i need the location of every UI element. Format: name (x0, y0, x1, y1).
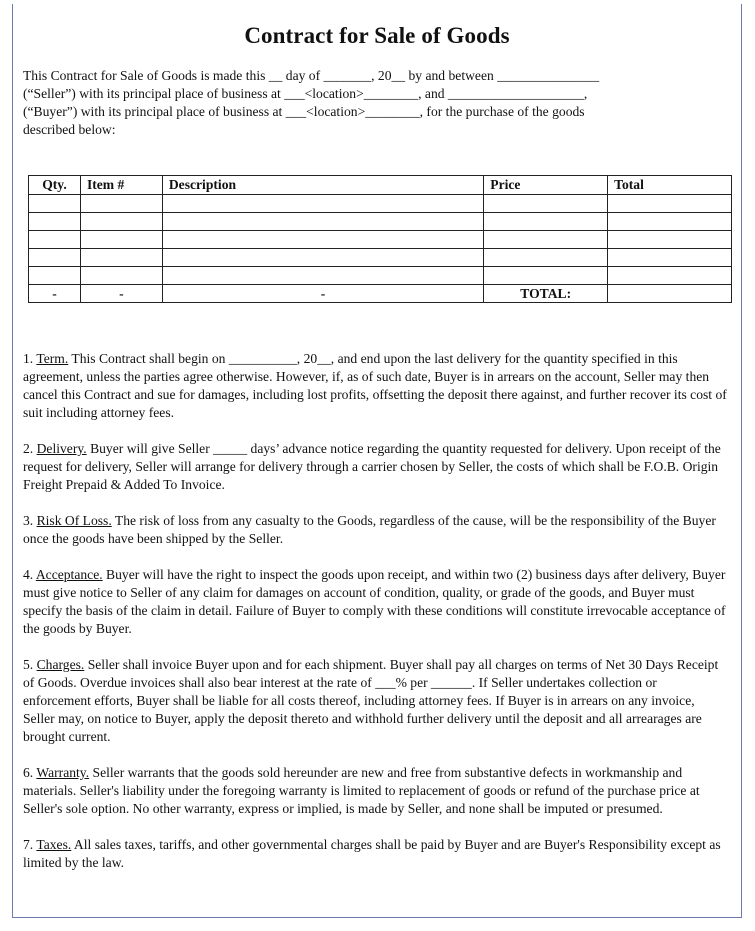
clause-risk-of-loss (23, 512, 728, 548)
contract-clauses (23, 350, 728, 890)
clause-text: Buyer will have the right to inspect the goods upon receipt, and within two (2) business days after delivery, Buyer must give notice to Seller of any claim for damages on account of condition, quality, or grade of the goods, and Buyer must specify the basis of the claim in detail. Failure of Buyer to comply with these conditions will constitute irrevocable acceptance of the goods by Buyer. (23, 567, 726, 636)
clause-taxes (23, 836, 728, 872)
clause-delivery (23, 440, 728, 494)
table-cell (484, 249, 608, 267)
clause-number: 2. (23, 441, 37, 456)
table-row (29, 249, 732, 267)
table-cell (162, 213, 483, 231)
clause-number: 1. (23, 351, 37, 366)
table-cell (80, 231, 162, 249)
clause-text: Buyer will give Seller _____ days’ advance notice regarding the quantity requested for delivery. Upon receipt of the request for delivery, Seller will arrange for delivery through a carrier chosen by Seller, the costs of which shall be F.O.B. Origin Freight Prepaid & Added To Invoice. (23, 441, 721, 492)
total-value-cell (608, 285, 732, 303)
intro-line: (“Seller”) with its principal place of business at ___<location>________, and ____________________, (23, 86, 588, 101)
clause-heading: Acceptance. (35, 567, 103, 582)
column-header-price: Price (484, 176, 608, 195)
table-cell (80, 195, 162, 213)
total-label: TOTAL: (484, 285, 608, 303)
table-cell (608, 213, 732, 231)
clause-number: 5. (23, 657, 37, 672)
column-header-item: Item # (80, 176, 162, 195)
table-cell (80, 267, 162, 285)
table-cell (80, 213, 162, 231)
table-total-row (29, 285, 732, 303)
table-cell (29, 249, 81, 267)
clause-text: This Contract shall begin on __________, 20__, and end upon the last delivery for the quantity specified in this agreement, unless the parties agree otherwise. However, if, as of such date, Buyer is in arrears on the account, Seller may then cancel this Contract and sue for damages, including lost profits, offsetting the deposit there against, and further recover its cost of suit including attorney fees. (23, 351, 727, 420)
intro-line: (“Buyer”) with its principal place of business at ___<location>________, for the purchase of the goods (23, 104, 585, 119)
contract-page (12, 4, 742, 918)
table-cell (162, 267, 483, 285)
clause-text: Seller warrants that the goods sold hereunder are new and free from substantive defects in workmanship and materials. Seller's liability under the foregoing warranty is limited to replacement of goods or refund of the purchase price at Seller's sole option. No other warranty, express or implied, is made by Seller, and none shall be imputed or presumed. (23, 765, 700, 816)
clause-number: 6. (23, 765, 37, 780)
column-header-qty: Qty. (29, 176, 81, 195)
goods-table (28, 175, 732, 303)
clause-charges (23, 656, 728, 746)
table-cell (162, 249, 483, 267)
intro-paragraph (23, 67, 713, 139)
table-cell (29, 195, 81, 213)
clause-term (23, 350, 728, 422)
table-cell (608, 249, 732, 267)
clause-warranty (23, 764, 728, 818)
clause-heading: Taxes. (36, 837, 72, 852)
table-cell (608, 231, 732, 249)
clause-text: The risk of loss from any casualty to the Goods, regardless of the cause, will be the responsibility of the Buyer once the goods have been shipped by the Seller. (23, 513, 716, 546)
clause-heading: Charges. (36, 657, 85, 672)
clause-heading: Risk Of Loss. (36, 513, 112, 528)
table-cell (29, 213, 81, 231)
clause-heading: Delivery. (36, 441, 87, 456)
clause-number: 3. (23, 513, 37, 528)
column-header-total: Total (608, 176, 732, 195)
table-cell (29, 231, 81, 249)
table-row (29, 231, 732, 249)
table-cell (608, 195, 732, 213)
footer-qty-dash: - (29, 285, 81, 303)
table-cell (608, 267, 732, 285)
clause-heading: Warranty. (36, 765, 90, 780)
table-cell (484, 195, 608, 213)
table-row (29, 267, 732, 285)
footer-item-dash: - (80, 285, 162, 303)
table-cell (29, 267, 81, 285)
table-header-row (29, 176, 732, 195)
table-row (29, 195, 732, 213)
intro-line: This Contract for Sale of Goods is made this __ day of _______, 20__ by and between _______________ (23, 68, 600, 83)
clause-acceptance (23, 566, 728, 638)
clause-number: 7. (23, 837, 37, 852)
table-cell (80, 249, 162, 267)
table-cell (484, 213, 608, 231)
table-cell (484, 267, 608, 285)
footer-description-dash: - (162, 285, 483, 303)
document-title: Contract for Sale of Goods (244, 23, 510, 48)
clause-heading: Term. (36, 351, 69, 366)
clause-text: Seller shall invoice Buyer upon and for each shipment. Buyer shall pay all charges on terms of Net 30 Days Receipt of Goods. Overdue invoices shall also bear interest at the rate of ___% per ______. If Seller undertakes collection or enforcement efforts, Buyer shall be liable for all costs thereof, including attorney fees. If Buyer is in arrears on any invoice, Seller may, on notice to Buyer, apply the deposit thereto and withhold further delivery until the deposit and all arrearages are brought current. (23, 657, 719, 744)
clause-text: All sales taxes, tariffs, and other governmental charges shall be paid by Buyer and are Buyer's Responsibility except as limited by the law. (23, 837, 721, 870)
table-cell (162, 231, 483, 249)
table-cell (162, 195, 483, 213)
column-header-description: Description (162, 176, 483, 195)
table-cell (484, 231, 608, 249)
table-row (29, 213, 732, 231)
clause-number: 4. (23, 567, 36, 582)
intro-line: described below: (23, 122, 116, 137)
